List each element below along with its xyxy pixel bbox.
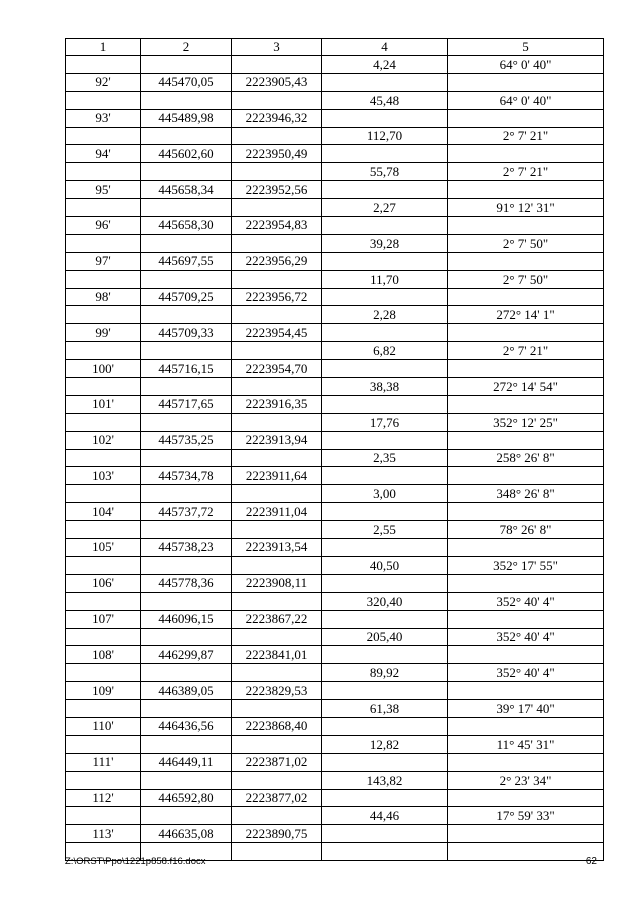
empty-cell: [322, 646, 448, 664]
coordinates-table-container: [65, 38, 600, 861]
y-coordinate-cell: 2223868,40: [232, 717, 322, 735]
empty-cell: [141, 771, 232, 789]
point-row: [66, 539, 604, 557]
empty-cell: [448, 73, 604, 91]
empty-cell: [141, 449, 232, 467]
distance-cell: 143,82: [322, 771, 448, 789]
point-cell: 95': [66, 181, 141, 199]
y-coordinate-cell: 2223829,53: [232, 682, 322, 700]
empty-cell: [232, 771, 322, 789]
point-cell: 99': [66, 324, 141, 342]
y-coordinate-cell: 2223908,11: [232, 574, 322, 592]
segment-row: [66, 56, 604, 74]
x-coordinate-cell: 445658,30: [141, 217, 232, 235]
segment-row: [66, 592, 604, 610]
empty-cell: [322, 789, 448, 807]
empty-cell: [232, 807, 322, 825]
point-cell: 107': [66, 610, 141, 628]
point-row: [66, 753, 604, 771]
point-row: [66, 467, 604, 485]
empty-cell: [141, 556, 232, 574]
distance-cell: 2,27: [322, 199, 448, 217]
y-coordinate-cell: 2223954,83: [232, 217, 322, 235]
y-coordinate-cell: 2223877,02: [232, 789, 322, 807]
empty-cell: [448, 825, 604, 843]
point-cell: 92': [66, 73, 141, 91]
distance-cell: 89,92: [322, 664, 448, 682]
header-cell-3: 3: [232, 39, 322, 56]
empty-cell: [322, 825, 448, 843]
distance-cell: 4,24: [322, 56, 448, 74]
empty-cell: [141, 56, 232, 74]
point-cell: 96': [66, 217, 141, 235]
empty-cell: [141, 735, 232, 753]
angle-cell: 352° 40' 4": [448, 664, 604, 682]
empty-cell: [66, 378, 141, 396]
distance-cell: 38,38: [322, 378, 448, 396]
point-cell: 111': [66, 753, 141, 771]
segment-row: [66, 664, 604, 682]
x-coordinate-cell: 445602,60: [141, 145, 232, 163]
x-coordinate-cell: 446389,05: [141, 682, 232, 700]
empty-cell: [322, 217, 448, 235]
angle-cell: 2° 7' 50": [448, 234, 604, 252]
point-row: [66, 395, 604, 413]
angle-cell: 2° 7' 50": [448, 270, 604, 288]
empty-cell: [448, 217, 604, 235]
point-cell: 112': [66, 789, 141, 807]
point-row: [66, 646, 604, 664]
x-coordinate-cell: 446592,80: [141, 789, 232, 807]
empty-cell: [66, 91, 141, 109]
empty-cell: [141, 807, 232, 825]
point-row: [66, 574, 604, 592]
point-cell: 94': [66, 145, 141, 163]
y-coordinate-cell: 2223956,72: [232, 288, 322, 306]
distance-cell: 12,82: [322, 735, 448, 753]
empty-cell: [448, 539, 604, 557]
y-coordinate-cell: 2223841,01: [232, 646, 322, 664]
empty-cell: [66, 664, 141, 682]
empty-cell: [141, 485, 232, 503]
x-coordinate-cell: 445709,33: [141, 324, 232, 342]
distance-cell: 2,28: [322, 306, 448, 324]
x-coordinate-cell: 445709,25: [141, 288, 232, 306]
empty-cell: [232, 270, 322, 288]
point-cell: 102': [66, 431, 141, 449]
point-row: [66, 789, 604, 807]
footer-file-path: Z:\ORST\Ppo\1221p858.f16.docx: [65, 856, 206, 867]
distance-cell: 40,50: [322, 556, 448, 574]
x-coordinate-cell: 445717,65: [141, 395, 232, 413]
empty-cell: [141, 234, 232, 252]
empty-cell: [141, 413, 232, 431]
empty-cell: [448, 467, 604, 485]
y-coordinate-cell: 2223913,94: [232, 431, 322, 449]
coordinates-table: [65, 38, 604, 861]
x-coordinate-cell: 445734,78: [141, 467, 232, 485]
empty-cell: [322, 610, 448, 628]
segment-row: [66, 556, 604, 574]
empty-cell: [66, 127, 141, 145]
angle-cell: 352° 40' 4": [448, 628, 604, 646]
distance-cell: 205,40: [322, 628, 448, 646]
x-coordinate-cell: 446436,56: [141, 717, 232, 735]
distance-cell: 61,38: [322, 700, 448, 718]
empty-cell: [66, 163, 141, 181]
empty-cell: [141, 700, 232, 718]
header-cell-5: 5: [448, 39, 604, 56]
header-cell-4: 4: [322, 39, 448, 56]
empty-cell: [66, 449, 141, 467]
empty-cell: [232, 413, 322, 431]
y-coordinate-cell: 2223911,04: [232, 503, 322, 521]
segment-row: [66, 342, 604, 360]
empty-cell: [322, 753, 448, 771]
angle-cell: 39° 17' 40": [448, 700, 604, 718]
empty-cell: [141, 199, 232, 217]
empty-cell: [141, 127, 232, 145]
empty-cell: [448, 145, 604, 163]
empty-cell: [448, 574, 604, 592]
x-coordinate-cell: 445658,34: [141, 181, 232, 199]
segment-row: [66, 735, 604, 753]
empty-cell: [232, 56, 322, 74]
segment-row: [66, 449, 604, 467]
empty-cell: [322, 109, 448, 127]
point-cell: 93': [66, 109, 141, 127]
empty-cell: [232, 735, 322, 753]
distance-cell: 39,28: [322, 234, 448, 252]
distance-cell: 320,40: [322, 592, 448, 610]
empty-cell: [448, 360, 604, 378]
point-row: [66, 252, 604, 270]
distance-cell: 11,70: [322, 270, 448, 288]
segment-row: [66, 234, 604, 252]
empty-cell: [448, 789, 604, 807]
empty-cell: [322, 539, 448, 557]
distance-cell: 6,82: [322, 342, 448, 360]
point-cell: 109': [66, 682, 141, 700]
empty-cell: [232, 556, 322, 574]
point-row: [66, 717, 604, 735]
y-coordinate-cell: 2223911,64: [232, 467, 322, 485]
distance-cell: 17,76: [322, 413, 448, 431]
empty-cell: [232, 485, 322, 503]
empty-cell: [232, 342, 322, 360]
empty-cell: [66, 234, 141, 252]
point-cell: 103': [66, 467, 141, 485]
empty-cell: [322, 503, 448, 521]
empty-cell: [232, 163, 322, 181]
empty-cell: [448, 717, 604, 735]
segment-row: [66, 378, 604, 396]
distance-cell: 2,55: [322, 521, 448, 539]
point-row: [66, 825, 604, 843]
empty-cell: [66, 306, 141, 324]
empty-cell: [322, 395, 448, 413]
angle-cell: 352° 12' 25": [448, 413, 604, 431]
empty-cell: [141, 306, 232, 324]
empty-cell: [66, 413, 141, 431]
empty-cell: [322, 360, 448, 378]
x-coordinate-cell: 446096,15: [141, 610, 232, 628]
empty-cell: [66, 807, 141, 825]
point-row: [66, 360, 604, 378]
point-cell: 105': [66, 539, 141, 557]
empty-cell: [448, 395, 604, 413]
empty-cell: [66, 735, 141, 753]
angle-cell: 78° 26' 8": [448, 521, 604, 539]
y-coordinate-cell: 2223913,54: [232, 539, 322, 557]
distance-cell: 44,46: [322, 807, 448, 825]
angle-cell: [448, 843, 604, 861]
empty-cell: [322, 431, 448, 449]
empty-cell: [322, 252, 448, 270]
empty-cell: [141, 91, 232, 109]
empty-cell: [66, 56, 141, 74]
empty-cell: [322, 717, 448, 735]
angle-cell: 64° 0' 40": [448, 91, 604, 109]
empty-cell: [322, 288, 448, 306]
point-row: [66, 109, 604, 127]
empty-cell: [66, 199, 141, 217]
x-coordinate-cell: 445716,15: [141, 360, 232, 378]
segment-row: [66, 199, 604, 217]
empty-cell: [141, 628, 232, 646]
x-coordinate-cell: 446635,08: [141, 825, 232, 843]
x-coordinate-cell: 446299,87: [141, 646, 232, 664]
angle-cell: 91° 12' 31": [448, 199, 604, 217]
point-row: [66, 324, 604, 342]
y-coordinate-cell: 2223946,32: [232, 109, 322, 127]
angle-cell: 272° 14' 1": [448, 306, 604, 324]
empty-cell: [448, 109, 604, 127]
point-row: [66, 431, 604, 449]
y-coordinate-cell: 2223952,56: [232, 181, 322, 199]
empty-cell: [232, 378, 322, 396]
angle-cell: 352° 40' 4": [448, 592, 604, 610]
y-coordinate-cell: 2223916,35: [232, 395, 322, 413]
angle-cell: 258° 26' 8": [448, 449, 604, 467]
empty-cell: [66, 556, 141, 574]
empty-cell: [141, 592, 232, 610]
empty-cell: [448, 610, 604, 628]
header-cell-2: 2: [141, 39, 232, 56]
segment-row: [66, 163, 604, 181]
angle-cell: 2° 7' 21": [448, 342, 604, 360]
empty-cell: [66, 485, 141, 503]
empty-cell: [232, 199, 322, 217]
empty-cell: [232, 664, 322, 682]
segment-row: [66, 413, 604, 431]
empty-cell: [322, 145, 448, 163]
empty-cell: [232, 127, 322, 145]
point-cell: 106': [66, 574, 141, 592]
y-coordinate-cell: 2223954,70: [232, 360, 322, 378]
point-cell: 108': [66, 646, 141, 664]
empty-cell: [448, 181, 604, 199]
segment-row: [66, 270, 604, 288]
segment-row: [66, 485, 604, 503]
empty-cell: [141, 163, 232, 181]
distance-cell: 112,70: [322, 127, 448, 145]
point-row: [66, 610, 604, 628]
empty-cell: [66, 270, 141, 288]
x-coordinate-cell: 445738,23: [141, 539, 232, 557]
empty-cell: [448, 753, 604, 771]
empty-cell: [232, 843, 322, 861]
angle-cell: 2° 7' 21": [448, 127, 604, 145]
empty-cell: [322, 467, 448, 485]
distance-cell: 3,00: [322, 485, 448, 503]
empty-cell: [322, 324, 448, 342]
empty-cell: [66, 771, 141, 789]
empty-cell: [322, 181, 448, 199]
segment-row: [66, 700, 604, 718]
empty-cell: [232, 700, 322, 718]
footer-page-number: 62: [585, 856, 597, 867]
empty-cell: [232, 234, 322, 252]
y-coordinate-cell: 2223954,45: [232, 324, 322, 342]
empty-cell: [232, 521, 322, 539]
empty-cell: [141, 521, 232, 539]
angle-cell: 348° 26' 8": [448, 485, 604, 503]
table-header-row: [66, 39, 604, 56]
empty-cell: [141, 378, 232, 396]
empty-cell: [448, 431, 604, 449]
empty-cell: [448, 646, 604, 664]
x-coordinate-cell: 445778,36: [141, 574, 232, 592]
point-cell: 101': [66, 395, 141, 413]
point-row: [66, 288, 604, 306]
empty-cell: [141, 342, 232, 360]
point-cell: 110': [66, 717, 141, 735]
empty-cell: [232, 449, 322, 467]
empty-cell: [448, 288, 604, 306]
empty-cell: [66, 628, 141, 646]
distance-cell: 55,78: [322, 163, 448, 181]
empty-cell: [232, 592, 322, 610]
y-coordinate-cell: 2223867,22: [232, 610, 322, 628]
empty-cell: [66, 700, 141, 718]
segment-row: [66, 628, 604, 646]
x-coordinate-cell: 445697,55: [141, 252, 232, 270]
empty-cell: [448, 682, 604, 700]
point-row: [66, 503, 604, 521]
segment-row: [66, 91, 604, 109]
angle-cell: 352° 17' 55": [448, 556, 604, 574]
point-cell: 113': [66, 825, 141, 843]
point-cell: 98': [66, 288, 141, 306]
y-coordinate-cell: 2223950,49: [232, 145, 322, 163]
y-coordinate-cell: 2223905,43: [232, 73, 322, 91]
point-row: [66, 682, 604, 700]
angle-cell: 2° 7' 21": [448, 163, 604, 181]
point-row: [66, 145, 604, 163]
empty-cell: [66, 592, 141, 610]
point-cell: 97': [66, 252, 141, 270]
y-coordinate-cell: 2223956,29: [232, 252, 322, 270]
empty-cell: [232, 628, 322, 646]
x-coordinate-cell: 446449,11: [141, 753, 232, 771]
header-cell-1: 1: [66, 39, 141, 56]
segment-row: [66, 771, 604, 789]
segment-row: [66, 807, 604, 825]
y-coordinate-cell: 2223890,75: [232, 825, 322, 843]
point-cell: 100': [66, 360, 141, 378]
empty-cell: [141, 270, 232, 288]
segment-row: [66, 306, 604, 324]
angle-cell: 2° 23' 34": [448, 771, 604, 789]
x-coordinate-cell: 445737,72: [141, 503, 232, 521]
y-coordinate-cell: 2223871,02: [232, 753, 322, 771]
point-row: [66, 73, 604, 91]
x-coordinate-cell: 445489,98: [141, 109, 232, 127]
empty-cell: [141, 664, 232, 682]
empty-cell: [66, 342, 141, 360]
angle-cell: 272° 14' 54": [448, 378, 604, 396]
empty-cell: [66, 521, 141, 539]
x-coordinate-cell: 445470,05: [141, 73, 232, 91]
point-row: [66, 181, 604, 199]
empty-cell: [232, 91, 322, 109]
distance-cell: 45,48: [322, 91, 448, 109]
angle-cell: 64° 0' 40": [448, 56, 604, 74]
empty-cell: [322, 574, 448, 592]
empty-cell: [322, 73, 448, 91]
point-cell: 104': [66, 503, 141, 521]
empty-cell: [448, 324, 604, 342]
empty-cell: [232, 306, 322, 324]
angle-cell: 17° 59' 33": [448, 807, 604, 825]
empty-cell: [448, 252, 604, 270]
segment-row: [66, 521, 604, 539]
segment-row: [66, 127, 604, 145]
x-coordinate-cell: 445735,25: [141, 431, 232, 449]
point-row: [66, 217, 604, 235]
distance-cell: 2,35: [322, 449, 448, 467]
angle-cell: 11° 45' 31": [448, 735, 604, 753]
distance-cell: [322, 843, 448, 861]
empty-cell: [322, 682, 448, 700]
empty-cell: [448, 503, 604, 521]
